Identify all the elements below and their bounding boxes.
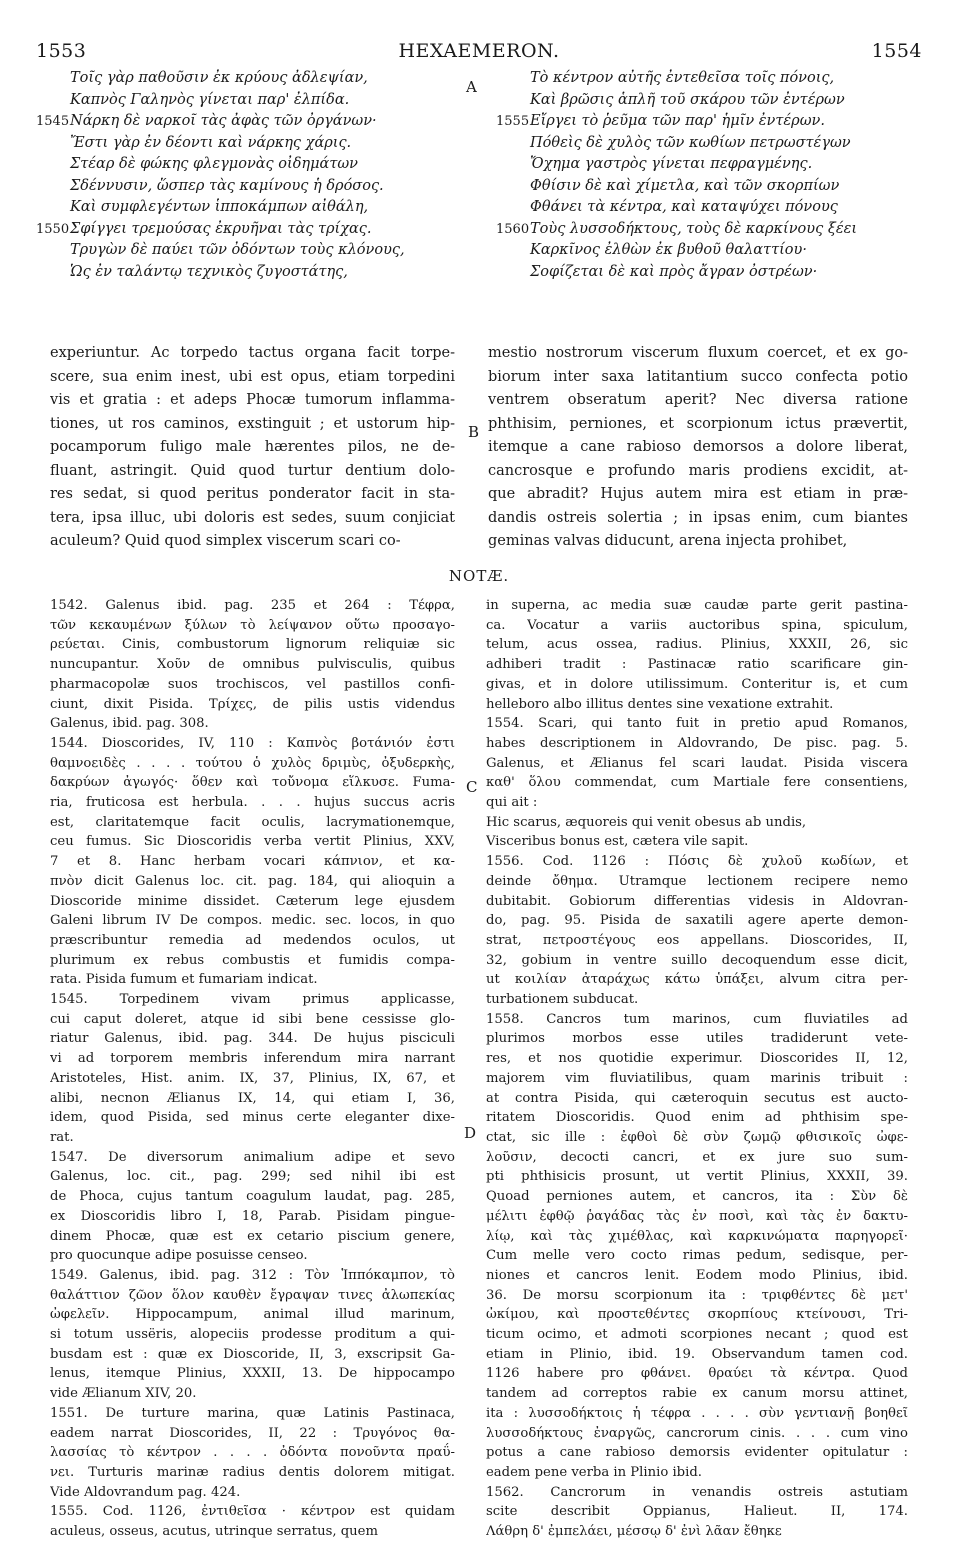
note-line: dubitabit. Gobiorum differentias videsis in Aldovran- [486, 893, 908, 909]
note-line: ceu fumus. Sic Dioscoridis verba vertit Plinius, XXV, [50, 834, 455, 850]
note-line: rat. [50, 1129, 74, 1145]
note-line: si totum ussëris, alopeciis prodesse proditum a qui- [50, 1327, 455, 1343]
verse-line [496, 219, 926, 241]
margin-letter-b: B [468, 423, 480, 441]
verse-line [36, 219, 456, 241]
note-line: νει. Turturis marinæ radius dentis dolorem mitigat. [50, 1464, 455, 1480]
note-line: ciunt, dixit Pisida. Τρίχες, de pilis ustis videndus [50, 696, 455, 712]
verse-text: Ἔστι γὰρ ἐν δέοντι καὶ νάρκης χάρις. [70, 134, 352, 151]
page-number-left: 1553 [36, 40, 87, 62]
note-line: τῶν κεκαυμένων ξύλων τὸ λείψανον οὕτω προσαγο- [50, 617, 455, 633]
note-line: ex Dioscoridis libro I, 18, Parab. Pisidam pingue- [50, 1208, 455, 1224]
note-line: 1542. Galenus ibid. pag. 235 et 264 : Τέφρα, [50, 598, 455, 613]
note-line: λίῳ, καὶ τὰς χιμέθλας, καὶ καρκινώματα παρηγορεῖ· [486, 1228, 908, 1244]
latin-line: fluant, astringit. Quid quod turtur dentium dolo- [50, 462, 455, 479]
verse-line [496, 240, 926, 262]
note-line: in superna, ac media suæ caudæ parte gerit pastina- [486, 598, 908, 613]
verse-line [36, 111, 456, 133]
verse-line [36, 68, 456, 90]
latin-line: biorum inter saxa latitantium succo confecta potio [488, 368, 908, 385]
note-line: plurimos morbos esse utiles tradiderunt vete- [486, 1031, 908, 1047]
verse-line [36, 133, 456, 155]
verse-text: Τρυγὼν δὲ παύει τῶν ὀδόντων τοὺς κλόνους, [70, 242, 405, 258]
note-line: deinde ὄθημα. Utramque lectionem recipere nemo [486, 873, 908, 889]
note-line: Galenus, ibid. pag. 308. [50, 716, 209, 732]
note-line: Galenus, loc. cit., pag. 299; sed nihil ibi est [50, 1169, 455, 1185]
verse-number: 1550 [36, 221, 70, 237]
latin-line: pocamporum fuligo male hærentes pilos, ne de- [50, 439, 455, 455]
note-line: 1562. Cancrorum in venandis ostreis astutiam [486, 1484, 908, 1500]
note-line: ria, fruticosa est herbula. . . . hujus succus acris [50, 795, 455, 811]
note-line: Cum melle vero cocto rimas pedum, sedisque, per- [486, 1248, 908, 1264]
note-line: lenus, itemque Plinius, XXXII, 13. De hippocampo [50, 1366, 455, 1382]
note-line: θαλάττιον ζῶον ὅλον καυθὲν ἔγραψαν τινες ἀλωπεκίας [50, 1287, 455, 1303]
note-line: 1555. Cod. 1126, ἐντιθεῖσα · κέντρον est quidam [50, 1504, 455, 1520]
greek-verses-left [36, 68, 456, 283]
verse-text: Καπνὸς Γαληνὸς γίνεται παρ' ἐλπίδα. [70, 91, 350, 108]
note-line: Aristoteles, Hist. anim. IX, 37, Plinius, IX, 67, et [50, 1070, 455, 1086]
note-line: plurimum ex rebus combustis et fumidis compa- [50, 952, 455, 968]
note-line: λοῦσιν, decocti cancri, et ex jure suo sum- [486, 1149, 908, 1165]
verse-line [496, 197, 926, 219]
note-line: 1126 habere pro φθάνει. θραύει τὰ κέντρα. Quod [486, 1366, 908, 1382]
verse-line [36, 90, 456, 112]
note-line: 1544. Dioscorides, IV, 110 : Καπνὸς βοτάνιόν ἐστι [50, 735, 455, 751]
latin-line: cancrosque e profundo maris prodiens excidit, at- [488, 462, 908, 479]
note-line: telum, acus ossea, radius. Plinius, XXXII, 26, sic [486, 637, 908, 653]
verse-text: Πόθεὶς δὲ χυλὸς τῶν κωθίων πετρωστέγων [530, 134, 851, 151]
note-line: nuncupantur. Χοῦν de omnibus pulvisculis, quibus [50, 657, 455, 673]
running-header [36, 40, 922, 66]
note-line: μέλιτι ἑφθῷ ῥαγάδας τὰς ἐν ποσὶ, καὶ τὰς ἐν δακτυ- [486, 1208, 908, 1224]
note-line: ὠφελεῖν. Hippocampum, animal illud marinum, [50, 1307, 455, 1323]
note-line: pti phthisicis prosunt, ut vertit Plinius, XXXII, 39. [486, 1169, 908, 1185]
note-line: λασσίας τὸ κέντρον . . . . ὀδόντα πονοῦντα πραΰ- [50, 1445, 455, 1461]
latin-line: res sedat, si quod peritus ponderator facit in sta- [50, 486, 455, 502]
margin-letter-a: A [466, 78, 477, 96]
note-line: tandem ad correptos rabie ex canum morsu attinet, [486, 1386, 908, 1402]
verse-text: Καὶ βρῶσις ἁπλῆ τοῦ σκάρου τῶν ἐντέρων [530, 91, 845, 108]
note-line: vi ad torporem membris inferendum mira narrant [50, 1051, 455, 1067]
note-line: 1554. Scari, qui tanto fuit in pretio apud Romanos, [486, 716, 908, 732]
latin-translation-right [488, 342, 908, 554]
verse-text: Καὶ συμφλεγέντων ἱπποκάμπων αἰθάλη, [70, 199, 369, 215]
latin-line: tiones, ut ros caminos, exstinguit ; et ustorum hip- [50, 415, 455, 432]
greek-verses-right [496, 68, 926, 283]
latin-line: tera, ipsa illuc, ubi doloris est sedes, suum conjiciat [50, 509, 455, 526]
note-line: cui caput doleret, atque id sibi bene cessisse glo- [50, 1011, 455, 1027]
note-line: ρεύεται. Cinis, combustorum lignorum reliquiæ sic [50, 637, 455, 653]
verse-text: Φθίσιν δὲ καὶ χίμετλα, καὶ τῶν σκορπίων [530, 177, 840, 194]
note-line: busdam est : quæ ex Dioscoride, II, 3, exscripsit Ga- [50, 1346, 455, 1362]
margin-letter-c: C [466, 778, 478, 796]
verse-text: Τὸ κέντρον αὐτῆς ἐντεθεῖσα τοῖς πόνοις, [530, 70, 835, 86]
verse-number: 1560 [496, 221, 530, 237]
latin-line: dandis ostreis solertia ; in ipsas enim, cum biantes [488, 509, 908, 526]
notes-column-left [50, 596, 455, 1542]
note-line: 7 et 8. Hanc herbam vocari κάπνιον, et κα- [50, 854, 455, 870]
note-line: Galeni librum IV De compos. medic. sec. locos, in quo [50, 913, 455, 929]
note-line: potus a cane rabioso demorsis evidenter opitulatur : [486, 1445, 908, 1461]
note-line: 32, gobium in ventre suillo decoquendum esse dicit, [486, 952, 908, 968]
note-line: eadem pene verba in Plinio ibid. [486, 1464, 702, 1480]
note-line: Vide Aldovrandum pag. 424. [50, 1484, 241, 1500]
note-line: ut κοιλίαν ἀταράχως κάτω ὑπάξει, alvum citra per- [486, 972, 908, 988]
note-line: θαμνοειδὲς . . . . τούτου ὁ χυλὸς δριμὺς, ὀξυδερκὴς, [50, 755, 455, 771]
note-line: 1547. De diversorum animalium adipe et sevo [50, 1149, 455, 1165]
note-line: καθ' ὅλου commendat, cum Martiale fere consentiens, [486, 775, 908, 791]
verse-text: Στέαρ δὲ φώκης φλεγμονὰς οἰδημάτων [70, 156, 358, 172]
verse-text: Φθάνει τὰ κέντρα, καὶ καταψύχει πόνους [530, 199, 838, 215]
verse-line [496, 262, 926, 284]
verse-line [496, 90, 926, 112]
note-line: majorem vim fluviatilibus, quam marinis tribuit : [486, 1070, 908, 1086]
notes-heading: NOTÆ. [448, 567, 510, 585]
notes-column-right [486, 596, 908, 1542]
note-line: λυσσοδήκτους ἐναργῶς, cancrorum cinis. . . . cum vino [486, 1425, 908, 1441]
note-line: adhiberi tradit : Pastinacæ ratio scarificare gin- [486, 657, 908, 673]
note-line: Visceribus bonus est, cætera vile sapit. [486, 834, 749, 850]
note-line: etiam in Plinio, ibid. 19. Observandum tamen cod. [486, 1346, 908, 1362]
note-line: dinem Phocæ, quæ est ex cetario piscium genere, [50, 1228, 455, 1244]
note-line: pharmacopolæ suos trochiscos, vel pastillos confi- [50, 676, 455, 692]
note-line: qui ait : [486, 795, 538, 811]
latin-line: vis et gratia : et adeps Phocæ tumorum inflamma- [50, 392, 455, 408]
note-line: ὠκίμου, καὶ προστεθέντες σκορπίους κτείνουσι, Tri- [486, 1307, 908, 1323]
note-line: Dioscoride minime dissidet. Cæterum lege ejusdem [50, 893, 455, 909]
verse-text: Σδέννυσιν, ὥσπερ τὰς καμίνους ἡ δρόσος. [70, 177, 384, 194]
verse-line [36, 262, 456, 284]
latin-line: ventrem obseratum aperit? Nec diversa ratione [488, 392, 908, 408]
verse-text: Νάρκη δὲ ναρκοῖ τὰς ἀφὰς τῶν ὀργάνων· [70, 113, 377, 129]
note-line: aculeus, osseus, acutus, utrinque serratus, quem [50, 1524, 378, 1540]
latin-line: itemque a cane rabioso demorsos a dolore liberat, [488, 439, 908, 455]
note-line: do, pag. 95. Pisida de saxatili agere aperte demon- [486, 913, 908, 929]
note-line: 1558. Cancros tum marinos, cum fluviatiles ad [486, 1011, 908, 1027]
note-line: est, claritatemque facit oculis, lacrymationemque, [50, 814, 455, 830]
note-line: 1551. De turture marina, quæ Latinis Pastinaca, [50, 1405, 455, 1421]
page-number-right: 1554 [871, 40, 922, 62]
latin-line: geminas valvas diducunt, arena injecta prohibet, [488, 533, 848, 549]
note-line: givas, et in dolore utilissimum. Conteritur is, et cum [486, 676, 908, 692]
note-line: turbationem subducat. [486, 992, 639, 1008]
note-line: alibi, necnon Ælianus IX, 14, qui etiam I, 36, [50, 1090, 455, 1106]
verse-line [496, 176, 926, 198]
verse-number: 1555 [496, 114, 530, 129]
verse-line [496, 154, 926, 176]
verse-text: Σοφίζεται δὲ καὶ πρὸς ἄγραν ὀστρέων· [530, 263, 818, 280]
verse-text: Ὡς ἐν ταλάντῳ τεχνικὸς ζυγοστάτης, [70, 263, 348, 280]
note-line: habes descriptionem in Aldovrando, De pisc. pag. 5. [486, 735, 908, 751]
verse-line [496, 111, 926, 133]
note-line: vide Ælianum XIV, 20. [50, 1386, 197, 1402]
note-line: Galenus, et Ælianus fel scari laudat. Pisida viscera [486, 755, 908, 771]
note-line: 1549. Galenus, ibid. pag. 312 : Τὸν Ἱππόκαμπον, τὸ [50, 1267, 455, 1283]
verse-text: Εἴργει τὸ ῥεῦμα τῶν παρ' ἡμῖν ἐντέρων. [530, 113, 825, 129]
note-line: 36. De morsu scorpionum ita : τριφθέντες δὲ μετ' [486, 1287, 908, 1303]
latin-line: scere, sua enim inest, ubi est opus, etiam torpedini [50, 368, 455, 385]
latin-line: que abradit? Hujus autem mira est etiam in præ- [488, 486, 908, 502]
note-line: helleboro albo illitus dentes sine vexatione extrahit. [486, 696, 834, 712]
note-line: pro quocunque adipe posuisse censeo. [50, 1248, 308, 1264]
note-line: rata. Pisida fumum et fumariam indicat. [50, 972, 318, 988]
note-line: 1545. Torpedinem vivam primus applicasse, [50, 992, 455, 1008]
latin-line: experiuntur. Ac torpedo tactus organa facit torpe- [50, 345, 455, 361]
margin-letter-d: D [464, 1124, 477, 1142]
note-line: eadem narrat Dioscorides, II, 22 : Τρυγόνος θα- [50, 1425, 455, 1441]
latin-line: phthisim, perniones, et scorpionum ictus prævertit, [488, 415, 908, 432]
note-line: res, et nos quotidie experimur. Dioscorides II, 12, [486, 1051, 908, 1067]
verse-line [36, 176, 456, 198]
latin-line: aculeum? Quid quod simplex viscerum scari co- [50, 533, 401, 549]
verse-text: Τοὺς λυσσοδήκτους, τοὺς δὲ καρκίνους ξέει [530, 220, 858, 237]
note-line: δακρύων ἀγωγός· ὅθεν καὶ τοὔνομα εἵλκυσε. Fuma- [50, 775, 455, 791]
note-line: πνὸν dicit Galenus loc. cit. pag. 184, qui alioquin a [50, 873, 455, 889]
note-line: ca. Vocatur a variis auctoribus spina, spiculum, [486, 617, 908, 633]
note-line: ritatem Dioscoridis. Quod enim ad phthisim spe- [486, 1110, 908, 1126]
verse-line [36, 197, 456, 219]
note-line: de Phoca, cujus tantum coagulum laudat, pag. 285, [50, 1189, 455, 1205]
note-line: ticum ocimo, et admoti scorpiones necant ; quod est [486, 1327, 908, 1343]
note-line: scite describit Oppianus, Halieut. II, 174. [486, 1504, 908, 1520]
latin-line: mestio nostrorum viscerum fluxum coercet, et ex go- [488, 345, 908, 361]
verse-line [36, 154, 456, 176]
note-line: 1556. Cod. 1126 : Πόσις δὲ χυλοῦ κωδίων, et [486, 854, 908, 870]
note-line: riatur Galenus, ibid. pag. 344. De hujus pisciculi [50, 1031, 455, 1047]
latin-translation-left [50, 342, 455, 554]
verse-text: Τοῖς γὰρ παθοῦσιν ἐκ κρύους ἀδλεψίαν, [70, 70, 368, 86]
verse-line [496, 68, 926, 90]
verse-number: 1545 [36, 114, 70, 129]
note-line: niones et cancros lenit. Eodem modo Plinius, ibid. [486, 1267, 908, 1283]
note-line: præscribuntur remedia ad medendos oculos, ut [50, 932, 455, 948]
verse-line [496, 133, 926, 155]
note-line: Quoad perniones autem, et cancros, ita : Σὺν δὲ [486, 1189, 908, 1205]
verse-text: Καρκῖνος ἐλθὼν ἐκ βυθοῦ θαλαττίου· [530, 242, 807, 258]
note-line: at contra Pisida, qui cæteroquin secutus est aucto- [486, 1090, 908, 1106]
verse-line [36, 240, 456, 262]
verse-text: Σφίγγει τρεμούσας ἐκρυῆναι τὰς τρίχας. [70, 220, 372, 237]
page-title: HEXAEMERON. [398, 40, 560, 62]
note-line: strat, πετροστέγους eos appellans. Dioscorides, II, [486, 932, 908, 948]
note-line: Λάθρη δ' ἐμπελάει, μέσσῳ δ' ἐνὶ λᾶαν ἔθηκε [486, 1524, 782, 1540]
note-line: ctat, sic ille : ἐφθοὶ δὲ σὺν ζωμῷ φθισικοῖς ὠφε- [486, 1129, 908, 1145]
note-line: idem, quod Pisida, sed minus certe eleganter dixe- [50, 1110, 455, 1126]
note-line: Hic scarus, æquoreis qui venit obesus ab undis, [486, 814, 807, 830]
note-line: ita : λυσσοδήκτοις ἡ τέφρα . . . . σὺν γεντιανῇ βοηθεῖ [486, 1405, 908, 1421]
verse-text: Ὄχημα γαστρὸς γίνεται πεφραγμένης. [530, 156, 813, 172]
